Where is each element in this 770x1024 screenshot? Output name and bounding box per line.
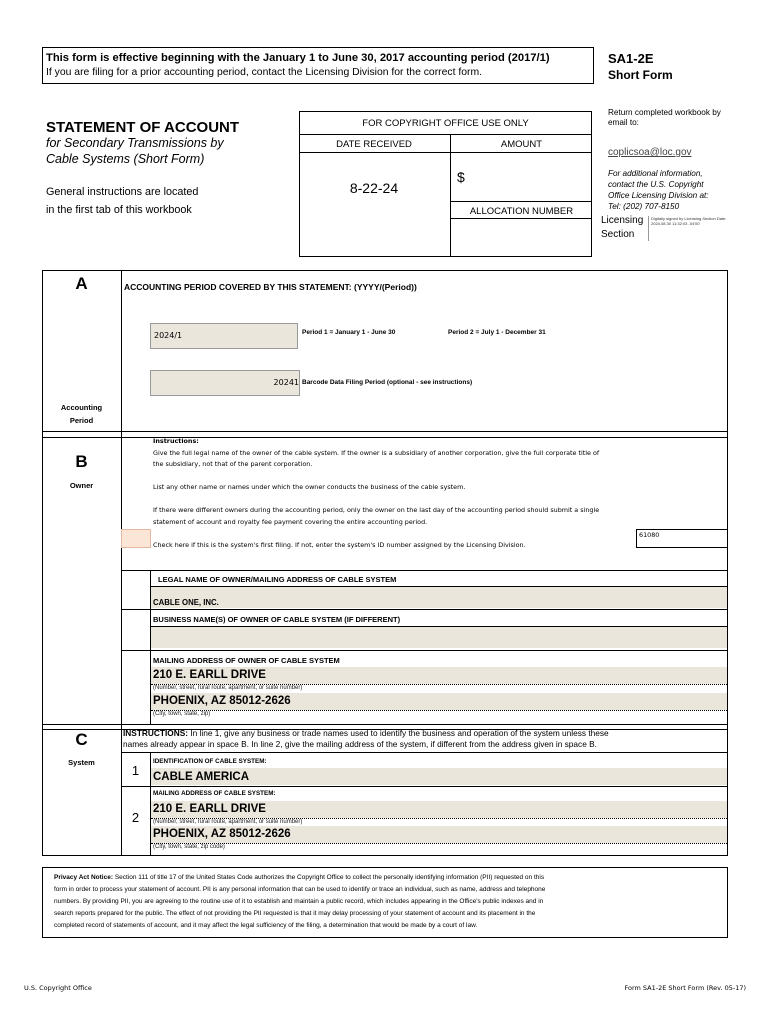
statement-subtitle-2: Cable Systems (Short Form) [46,152,205,166]
owner-instruction-4: If there were different owners during the accounting period, only the owner on the last day of the accounting period should submit a single [153,506,600,514]
system-instructions-text-1: In line 1, give any business or trade names used to identify the business and operation of the system unless these [188,728,609,738]
amount-dollar-sign[interactable]: $ [457,169,465,185]
licensing-label: Licensing [601,215,644,226]
barcode-period-label: Barcode Data Filing Period (optional - see instructions) [302,379,473,386]
owner-city-value: PHOENIX, AZ 85012-2626 [153,695,291,707]
owner-instructions-title: Instructions: [153,437,199,445]
section-a-side-label-2: Period [69,416,94,425]
general-instructions-1: General instructions are located [46,186,199,198]
section-a-side-label-1: Accounting [60,403,103,412]
business-name-label: BUSINESS NAME(S) OF OWNER OF CABLE SYSTEM (IF DIFFERENT) [153,615,401,624]
notice-line-2: If you are filing for a prior accounting period, contact the Licensing Division for the correct form. [46,67,483,78]
general-instructions-2: in the first tab of this workbook [46,204,192,216]
legal-name-label: LEGAL NAME OF OWNER/MAILING ADDRESS OF CABLE SYSTEM [158,575,397,584]
statement-title: STATEMENT OF ACCOUNT [46,119,240,136]
owner-instruction-5: statement of account and royalty fee payment covering the entire accounting period. [153,518,428,526]
privacy-label: Privacy Act Notice: [54,874,114,881]
system-instructions-line-1 [123,728,609,738]
statement-subtitle-1: for Secondary Transmissions by [46,136,224,150]
contact-info-1: For additional information, [608,169,703,178]
owner-instruction-3: List any other name or names under which the owner conducts the business of the cable system. [153,483,466,491]
system-street-value: 210 E. EARLL DRIVE [153,803,266,815]
first-filing-checkbox[interactable] [121,529,151,548]
system-id-name-value: CABLE AMERICA [153,771,250,783]
system-mailing-label: MAILING ADDRESS OF CABLE SYSTEM: [153,790,276,797]
system-city-value: PHOENIX, AZ 85012-2626 [153,828,291,840]
return-instructions: Return completed workbook by email to: [608,108,721,127]
system-city-caption: (City, town, state, zip code) [153,844,225,850]
legal-name-input[interactable] [151,587,727,608]
form-type: Short Form [608,68,673,82]
system-line-1-number: 1 [131,763,140,778]
privacy-line-1 [54,874,544,881]
privacy-line-5: completed record of statements of account, and it may affect the legal sufficiency of the filing, a determination that would be made by a court of law. [54,922,478,929]
section-b-letter: B [75,452,88,471]
amount-label: AMOUNT [500,139,543,150]
privacy-line-4: search reports prepared for the public. The effect of not providing the PII requested is that it may delay processing of your statement of account and its placement in the [54,910,536,917]
business-name-input[interactable] [151,627,727,648]
office-use-heading: FOR COPYRIGHT OFFICE USE ONLY [362,118,529,129]
section-label: Section [601,229,635,240]
contact-info-2: contact the U.S. Copyright [608,180,704,189]
date-received-label: DATE RECEIVED [336,139,412,150]
first-filing-check-text: Check here if this is the system's first filing. If not, enter the system's ID number assigned by the Licensing Division. [153,541,526,549]
accounting-period-value: 2024/1 [154,331,183,340]
allocation-number-label: ALLOCATION NUMBER [469,206,574,217]
privacy-line-3: numbers. By providing PII, you are agreeing to the routine use of it to establish and maintain a public record, which includes appearing in the Office's public indexes and in [54,898,544,905]
notice-line-1: This form is effective beginning with the January 1 to June 30, 2017 accounting period (2017/1) [46,52,550,64]
period-2-note: Period 2 = July 1 - December 31 [448,329,546,336]
system-instructions-label: INSTRUCTIONS: [123,728,188,738]
contact-email-link[interactable]: coplicsoa@loc.gov [608,147,692,158]
contact-telephone: Tel: (202) 707-8150 [608,202,680,211]
contact-info-3: Office Licensing Division at: [608,191,709,200]
owner-instruction-2: the subsidiary, not that of the parent corporation. [153,460,313,468]
owner-mailing-label: MAILING ADDRESS OF OWNER OF CABLE SYSTEM [153,656,340,665]
owner-street-caption: (Number, street, rural route, apartment, or suite number) [153,685,303,691]
owner-street-value: 210 E. EARLL DRIVE [153,669,266,681]
system-id-label: IDENTIFICATION OF CABLE SYSTEM: [153,758,267,765]
owner-instruction-1: Give the full legal name of the owner of the cable system. If the owner is a subsidiary of another corporation, give the full corporate title of [153,449,600,457]
period-1-note: Period 1 = January 1 - June 30 [302,329,396,336]
owner-city-caption: (City, town, state, zip) [153,711,211,717]
section-a-letter: A [75,274,88,293]
barcode-period-value: 20241 [273,378,299,387]
section-c-side-label: System [68,758,95,767]
date-received-value[interactable]: 8-22-24 [349,180,399,196]
footer-form-id: Form SA1-2E Short Form (Rev. 05-17) [624,984,746,992]
section-b-side-label: Owner [69,481,94,490]
digital-signature: Digitally signed by Licensing Section Date: 2024.08.30 11:32:03 -04'00' [651,216,727,226]
accounting-period-heading: ACCOUNTING PERIOD COVERED BY THIS STATEMENT: (YYYY/(Period)) [124,282,417,292]
system-id-value: 61080 [639,531,660,539]
system-instructions-line-2: names already appear in space B. In line 2, give the mailing address of the system, if different from the address given in space B. [123,739,597,749]
form-code: SA1-2E [608,51,654,66]
system-street-caption: (Number, street, rural route, apartment, or suite number) [153,819,303,825]
system-line-2-number: 2 [131,810,140,825]
footer-office: U.S. Copyright Office [24,984,92,992]
privacy-text-1: Section 111 of title 17 of the United States Code authorizes the Copyright Office to collect the personally identifying information (PII) requested on this [113,874,545,881]
section-c-letter: C [75,730,88,749]
legal-name-value: CABLE ONE, INC. [153,598,219,607]
privacy-line-2: form in order to process your statement of account. PII is any personal information that can be used to identify or trace an individual, such as name, address and telephone [54,886,546,893]
